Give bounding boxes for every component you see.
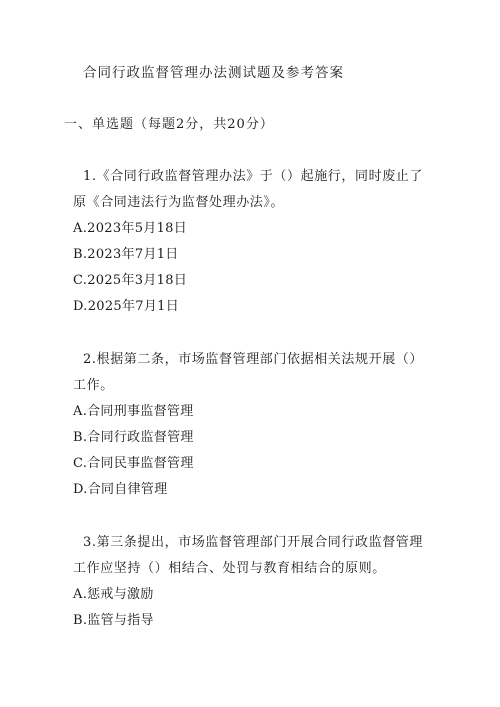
question-1-option-a: A.2023年5月18日 [73, 221, 188, 236]
document-title: 合同行政监督管理办法测试题及参考答案 [83, 65, 344, 81]
question-2-option-d: D.合同自律管理 [73, 482, 168, 497]
question-1-line-2: 原《合同违法行为监督处理办法》。 [73, 195, 285, 210]
question-1-line-1: 1.《合同行政监督管理办法》于（）起施行，同时废止了 [83, 169, 424, 184]
question-3-line-1: 3.第三条提出，市场监督管理部门开展合同行政监督管理 [83, 535, 424, 550]
question-3-line-2: 工作应坚持（）相结合、处罚与教育相结合的原则。 [73, 561, 386, 576]
question-2-line-1: 2.根据第二条，市场监督管理部门依据相关法规开展（） [83, 352, 424, 367]
question-3-option-b: B.监管与指导 [73, 613, 154, 628]
section-heading: 一、单选题（每题2分，共20分） [64, 117, 274, 132]
question-2-option-a: A.合同刑事监督管理 [73, 404, 194, 419]
question-1-option-d: D.2025年7月1日 [73, 299, 180, 314]
question-1-option-c: C.2025年3月18日 [73, 273, 188, 288]
question-1-option-b: B.2023年7月1日 [73, 247, 179, 262]
question-2-option-b: B.合同行政监督管理 [73, 430, 194, 445]
question-2-option-c: C.合同民事监督管理 [73, 456, 194, 471]
question-3-option-a: A.惩戒与激励 [73, 587, 154, 602]
question-2-line-2: 工作。 [73, 378, 114, 393]
